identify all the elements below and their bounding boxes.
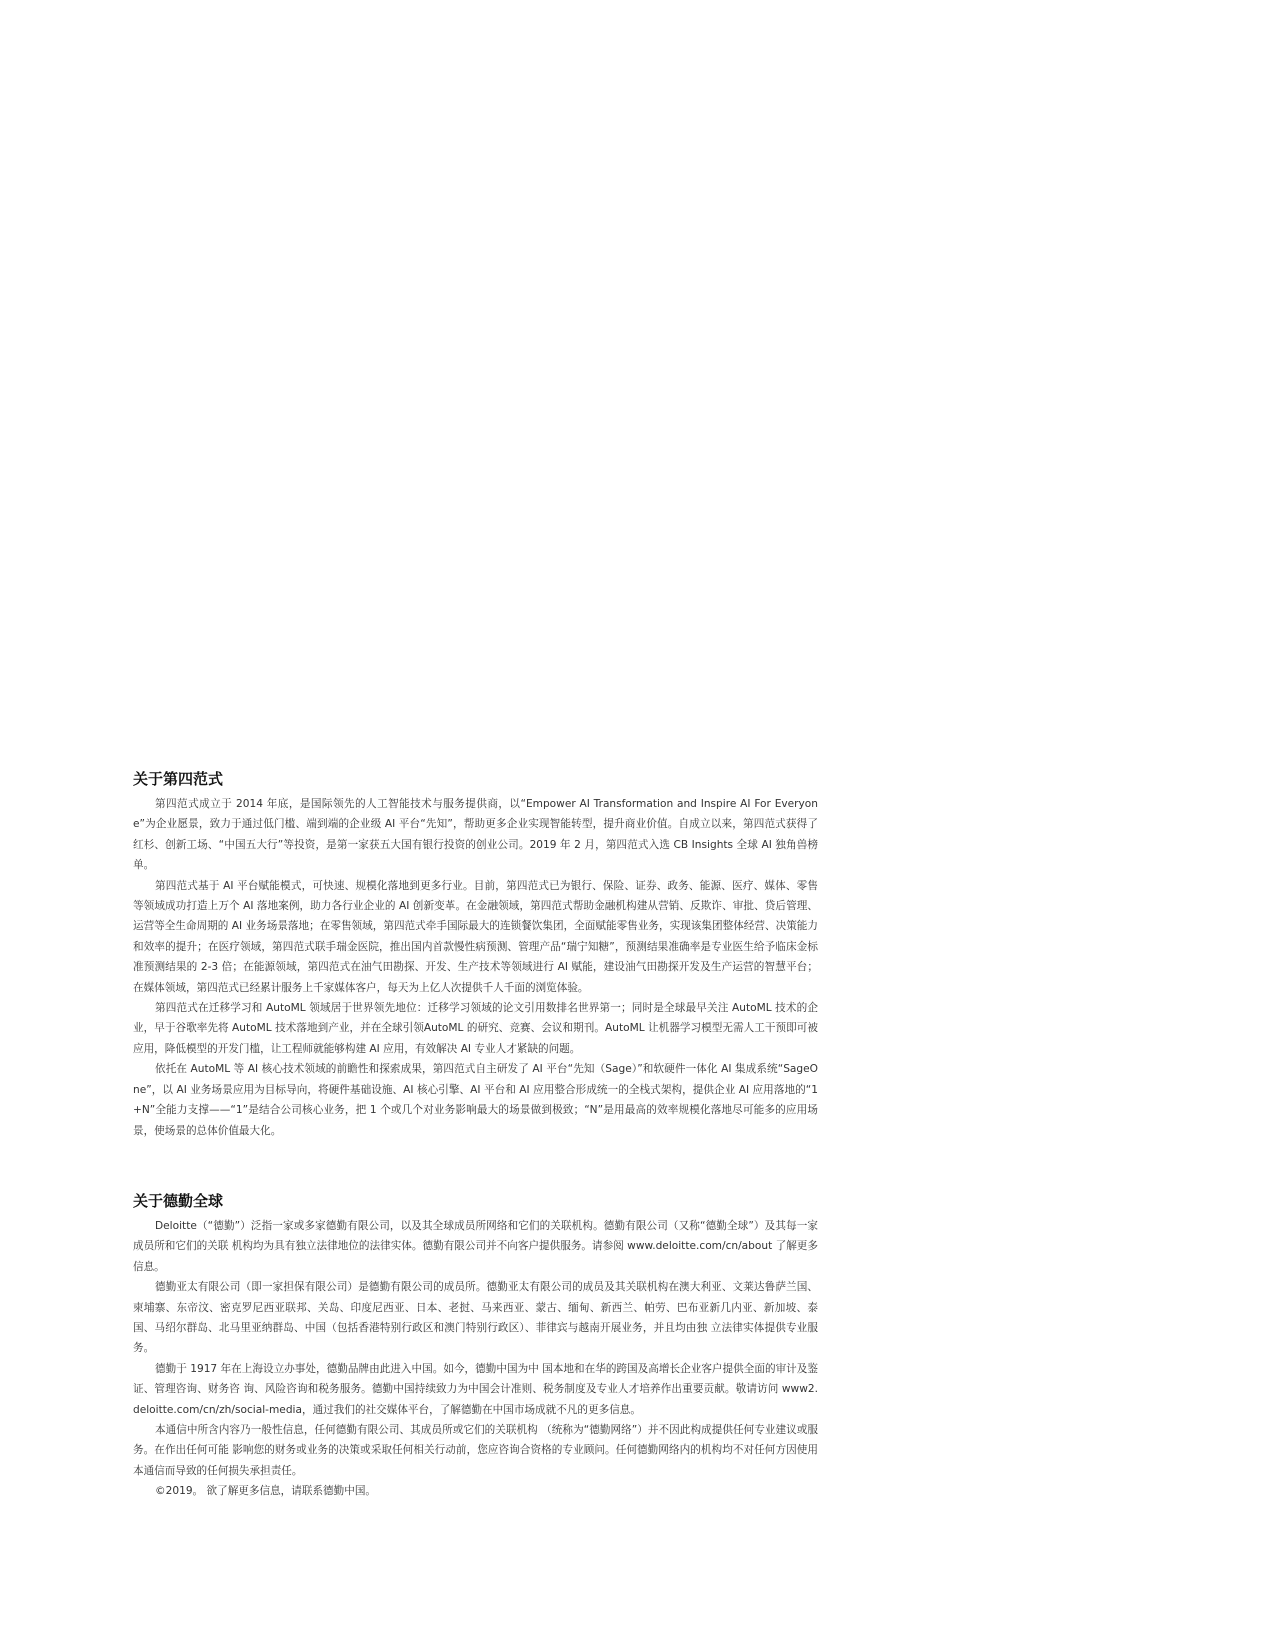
about-deloitte-paragraph-3: 德勤于 1917 年在上海设立办事处，德勤品牌由此进入中国。如今，德勤中国为中 国本地和在华的跨国及高增长企业客户提供全面的审计及鉴证、管理咨询、财务咨 询、风险咨询和税务服务。德勤中国持续致力为中国会计准则、税务制度及专业人才培养作出重要贡献。敬请访问 www2.deloitte.com/cn/zh/social-media，通过我们的社交媒体平台，了解德勤在中国市场成就不凡的更多信息。 [133, 1362, 818, 1416]
about-deloitte-heading: 关于德勤全球 [133, 1192, 224, 1210]
about-deloitte-paragraph-4: 本通信中所含内容乃一般性信息，任何德勤有限公司、其成员所或它们的关联机构 （统称为“德勤网络”）并不因此构成提供任何专业建议或服务。在作出任何可能 影响您的财务或业务的决策或采取任何相关行动前，您应咨询合资格的专业顾问。任何德勤网络内的机构均不对任何方因使用本通信而导致的任何损失承担责任。 [133, 1424, 818, 1477]
about-4paradigm-paragraph-3: 第四范式在迁移学习和 AutoML 领域居于世界领先地位：迁移学习领域的论文引用数排名世界第一；同时是全球最早关注 AutoML 技术的企业，早于谷歌率先将 AutoML 技术落地到产业，并在全球引领AutoML 的研究、竞赛、会议和期刊。AutoML 让机器学习模型无需人工干预即可被应用，降低模型的开发门槛，让工程师就能够构建 AI 应用，有效解决 AI 专业人才紧缺的问题。 [133, 1002, 818, 1055]
about-4paradigm-paragraph-1: 第四范式成立于 2014 年底，是国际领先的人工智能技术与服务提供商，以“Empower AI Transformation and Inspire AI For Everyone”为企业愿景，致力于通过低门槛、端到端的企业级 AI 平台“先知”，帮助更多企业实现智能转型，提升商业价值。自成立以来，第四范式获得了红杉、创新工场、“中国五大行”等投资，是第一家获五大国有银行投资的创业公司。2019 年 2 月，第四范式入选 CB Insights 全球 AI 独角兽榜单。 [133, 798, 818, 872]
about-4paradigm-paragraph-4: 依托在 AutoML 等 AI 核心技术领域的前瞻性和探索成果，第四范式自主研发了 AI 平台“先知（Sage）”和软硬件一体化 AI 集成系统“SageOne”，以 AI 业务场景应用为目标导向，将硬件基础设施、AI 核心引擎、AI 平台和 AI 应用整合形成统一的全栈式架构，提供企业 AI 应用落地的“1+N”全能力支撑——“1”是结合公司核心业务，把 1 个或几个对业务影响最大的场景做到极致；“N”是用最高的效率规模化落地尽可能多的应用场景，使场景的总体价值最大化。 [133, 1063, 818, 1137]
about-4paradigm-heading: 关于第四范式 [133, 770, 224, 788]
about-4paradigm-section [133, 768, 818, 1141]
about-4paradigm-paragraph-2: 第四范式基于 AI 平台赋能模式，可快速、规模化落地到更多行业。目前，第四范式已为银行、保险、证券、政务、能源、医疗、媒体、零售等领域成功打造上万个 AI 落地案例，助力各行业企业的 AI 创新变革。在金融领域，第四范式帮助金融机构建从营销、反欺诈、审批、贷后管理、运营等全生命周期的 AI 业务场景落地；在零售领域，第四范式牵手国际最大的连锁餐饮集团，全面赋能零售业务，实现该集团整体经营、决策能力和效率的提升；在医疗领域，第四范式联手瑞金医院，推出国内首款慢性病预测、管理产品“瑞宁知糖”，预测结果准确率是专业医生给予临床金标准预测结果的 2-3 倍；在能源领域，第四范式在油气田勘探、开发、生产技术等领域进行 AI 赋能，建设油气田勘探开发及生产运营的智慧平台；在媒体领域，第四范式已经累计服务上千家媒体客户，每天为上亿人次提供千人千面的浏览体验。 [133, 879, 818, 994]
about-deloitte-paragraph-2: 德勤亚太有限公司（即一家担保有限公司）是德勤有限公司的成员所。德勤亚太有限公司的成员及其关联机构在澳大利亚、文莱达鲁萨兰国、柬埔寨、东帝汶、密克罗尼西亚联邦、关岛、印度尼西亚、日本、老挝、马来西亚、蒙古、缅甸、新西兰、帕劳、巴布亚新几内亚、新加坡、泰国、马绍尔群岛、北马里亚纳群岛、中国（包括香港特别行政区和澳门特别行政区）、菲律宾与越南开展业务，并且均由独 立法律实体提供专业服务。 [133, 1281, 818, 1355]
copyright-line: ©2019。 欲了解更多信息，请联系德勤中国。 [155, 1485, 377, 1498]
about-deloitte-section [133, 1190, 818, 1502]
about-deloitte-paragraph-1: Deloitte（“德勤”）泛指一家或多家德勤有限公司，以及其全球成员所网络和它们的关联机构。德勤有限公司（又称“德勤全球”）及其每一家成员所和它们的关联 机构均为具有独立法律地位的法律实体。德勤有限公司并不向客户提供服务。请参阅 www.deloitte.com/cn/about 了解更多信息。 [133, 1220, 818, 1273]
